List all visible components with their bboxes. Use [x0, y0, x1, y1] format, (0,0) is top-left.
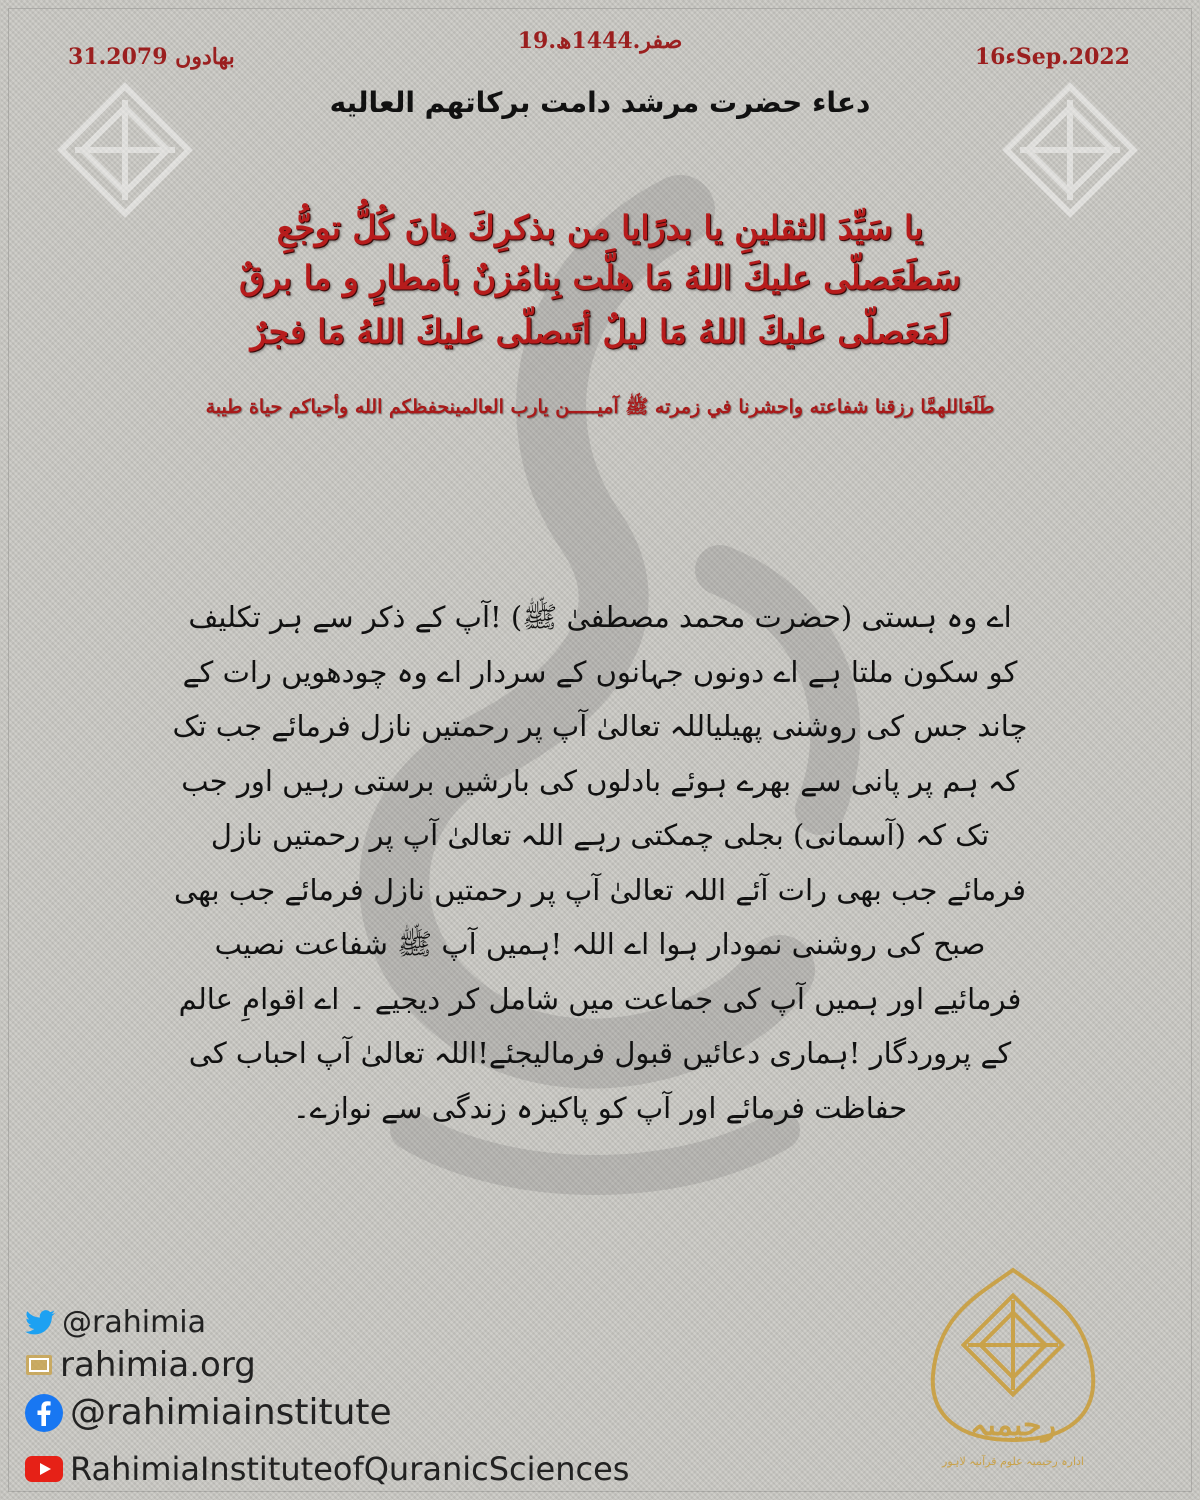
urdu-translation: اے وہ ہستی (حضرت محمد مصطفیٰ ﷺ) !آپ کے ذکر سے ہر تکلیف کو سکون ملتا ہے اے دونوں جہانوں کے سردار اے وہ چودھویں رات کے چاند جس کی روشنی پھیلیاللہ تعالیٰ آپ پر رحمتیں نازل فرمائے جب تک کہ ہم پر پانی سے بھرے ہوئے بادلوں کی بارشیں برستی رہیں اور جب تک کہ (آسمانی) بجلی چمکتی رہے اللہ تعالیٰ آپ پر رحمتیں نازل فرمائے جب بھی رات آئے اللہ تعالیٰ آپ پر رحمتیں نازل فرمائے جب بھی صبح کی روشنی نمودار ہوا اے اللہ !ہمیں آپ ﷺ شفاعت نصیب فرمائیے اور ہمیں آپ کی جماعت میں شامل کر دیجیے ۔ اے اقوامِ عالم کے پروردگار !ہماری دعائیں قبول فرمالیجئے!اللہ تعالیٰ آپ احباب کی حفاظت فرمائے اور آپ کو پاکیزہ زندگی سے نوازے۔: [172, 600, 1028, 1125]
bikrami-date: 31.بھادوں 2079: [68, 44, 235, 70]
arabic-supplication: طَلَعَاللهمَّا رزقنا شفاعته واحشرنا في زمرته ﷺ آميـــــن يارب العالمينحفظكم الله وأحياكم حياة طيبة: [205, 396, 995, 418]
website-icon: [24, 1352, 54, 1378]
institute-logo: [918, 1265, 1108, 1480]
hijri-date: 19.صفر.1444ھ: [517, 28, 683, 54]
logo-subtitle: ادارہ رحیمیہ علوم قرآنیہ لاہور: [942, 1455, 1084, 1468]
youtube-link[interactable]: [24, 1450, 629, 1488]
youtube-channel: RahimiaInstituteofQuranicSciences: [70, 1450, 630, 1488]
facebook-handle: @rahimiainstitute: [70, 1392, 392, 1433]
page-title: دعاء حضرت مرشد دامت برکاتهم العالیه: [329, 86, 871, 119]
arabic-verse-line-3: لَمَعَ‏صلّى عليكَ اللهُ مَا ليلٌ أتَى‏صلّى عليكَ اللهُ مَا فجرٌ: [250, 312, 950, 351]
logo-name: رحیمیہ: [969, 1408, 1057, 1443]
twitter-link[interactable]: [24, 1305, 206, 1340]
arabic-verse-line-2: سَطَعَ‏صلّى عليكَ اللهُ مَا هلَّت بِنا‏مُزنٌ بأمطارٍ و ما برقٌ: [239, 258, 961, 297]
twitter-handle: @rahimia: [62, 1305, 207, 1340]
gregorian-date: ء16Sep.2022: [974, 44, 1130, 70]
arabic-verse-line-1: يا سَيِّدَ الثقلينِ يا بدرًا‏يا من بذكرِكَ هانَ كُلُّ توجُّعِ‏: [276, 208, 924, 247]
facebook-icon: [24, 1393, 64, 1433]
twitter-icon: [24, 1309, 56, 1337]
facebook-link[interactable]: [24, 1392, 392, 1433]
website-url: rahimia.org: [60, 1345, 256, 1385]
website-link[interactable]: [24, 1345, 256, 1385]
youtube-icon: [24, 1455, 64, 1483]
